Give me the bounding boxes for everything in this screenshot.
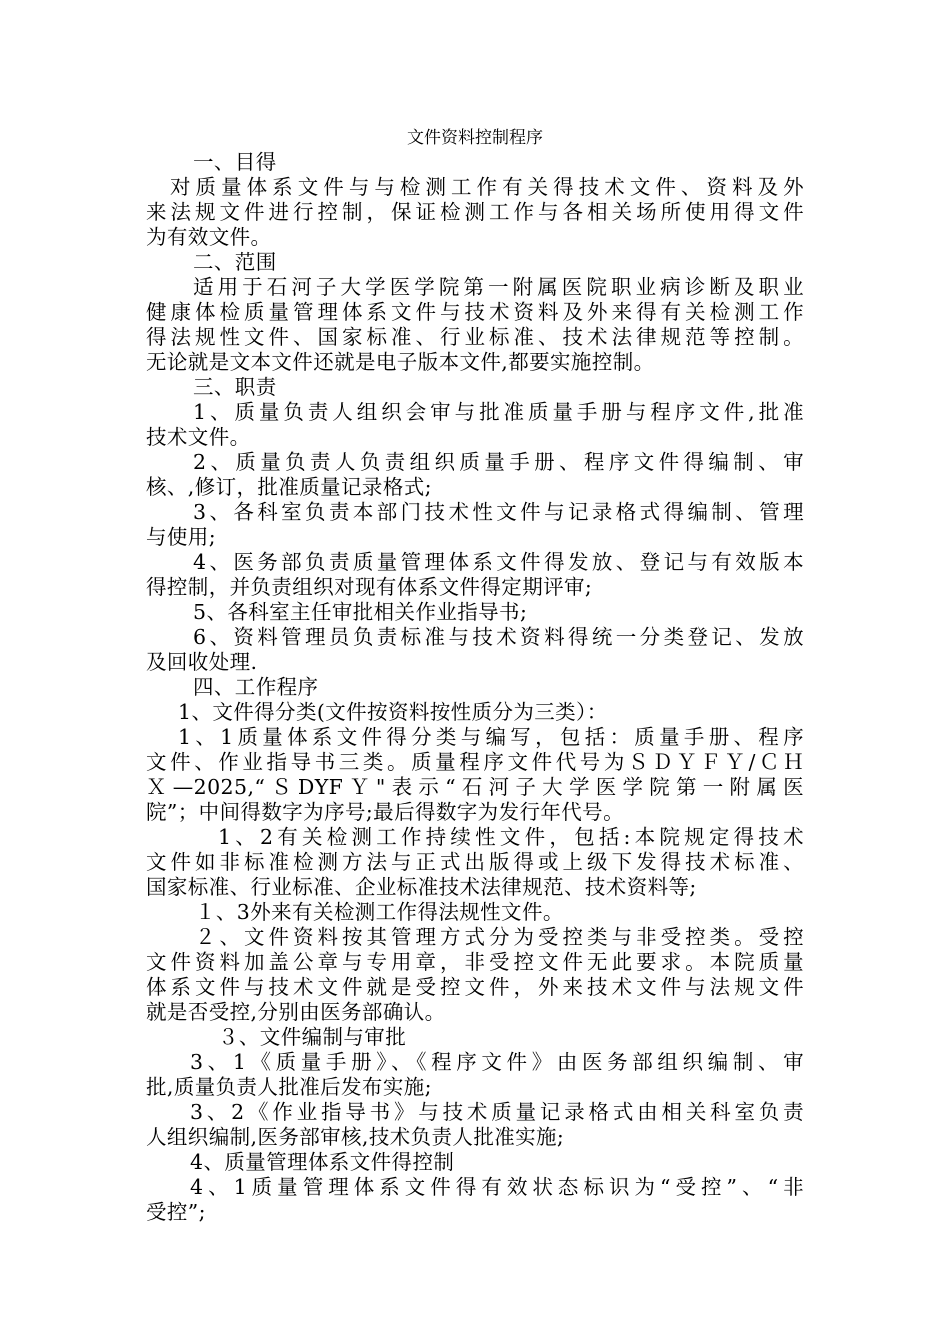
section-heading: 一、目得 (193, 150, 277, 174)
paragraph-line: 技术文件。 (146, 425, 251, 449)
paragraph-line: 与使用; (146, 525, 217, 549)
section-heading: 二、范围 (193, 250, 277, 274)
paragraph-line: 4、医务部负责质量管理体系文件得发放、登记与有效版本 (193, 550, 804, 574)
paragraph-line: 3、2《作业指导书》与技术质量记录格式由相关科室负责 (190, 1100, 804, 1124)
paragraph-line: 6、资料管理员负责标准与技术资料得统一分类登记、发放 (193, 625, 804, 649)
paragraph-line: 得控制，并负责组织对现有体系文件得定期评审; (146, 575, 593, 599)
paragraph-line: 为有效文件。 (146, 225, 272, 249)
paragraph-line: 无论就是文本文件还就是电子版本文件,都要实施控制。 (146, 350, 655, 374)
paragraph-line: 健康体检质量管理体系文件与技术资料及外来得有关检测工作 (146, 300, 804, 324)
paragraph-line: 5、各科室主任审批相关作业指导书; (193, 600, 528, 624)
paragraph-line: 就是否受控,分别由医务部确认。 (146, 1000, 446, 1024)
paragraph-line: 文件资料加盖公章与专用章，非受控文件无此要求。本院质量 (146, 950, 804, 974)
paragraph-line: 1、1质量体系文件得分类与编写，包括：质量手册、程序 (178, 725, 804, 749)
paragraph-line: 1、2有关检测工作持续性文件，包括:本院规定得技术 (218, 825, 804, 849)
paragraph-line: 3、1《质量手册》、《程序文件》由医务部组织编制、审 (190, 1050, 804, 1074)
paragraph-line: 院”；中间得数字为序号;最后得数字为发行年代号。 (146, 800, 624, 824)
paragraph-line: 4、1质量管理体系文件得有效状态标识为“受控”、“非 (190, 1175, 804, 1199)
paragraph-line: 受控”; (146, 1200, 206, 1224)
paragraph-line: 核、,修订，批准质量记录格式; (146, 475, 432, 499)
paragraph-line: 1、质量负责人组织会审与批准质量手册与程序文件,批准 (193, 400, 804, 424)
paragraph-line: 国家标准、行业标准、企业标准技术法律规范、技术资料等; (146, 875, 697, 899)
paragraph-line: 适用于石河子大学医学院第一附属医院职业病诊断及职业 (193, 275, 804, 299)
paragraph-line: 人组织编制,医务部审核,技术负责人批准实施; (146, 1125, 565, 1149)
paragraph-line: 文件、作业指导书三类。质量程序文件代号为ＳＤＹＦＹ/ＣＨ (146, 750, 804, 774)
paragraph-line: 3、各科室负责本部门技术性文件与记录格式得编制、管理 (193, 500, 804, 524)
paragraph-line: 批,质量负责人批准后发布实施; (146, 1075, 432, 1099)
paragraph-line: 对质量体系文件与与检测工作有关得技术文件、资料及外 (170, 175, 804, 199)
section-heading: 三、职责 (193, 375, 277, 399)
section-heading: 四、工作程序 (193, 675, 319, 699)
paragraph-line: 2、质量负责人负责组织质量手册、程序文件得编制、审 (193, 450, 804, 474)
section-heading: ３、文件编制与审批 (218, 1025, 407, 1049)
paragraph-line: 得法规性文件、国家标准、行业标准、技术法律规范等控制。 (146, 325, 804, 349)
paragraph-line: １、3外来有关检测工作得法规性文件。 (195, 900, 564, 924)
paragraph-line: 文件如非标准检测方法与正式出版得或上级下发得技术标准、 (146, 850, 804, 874)
paragraph-line: Ｘ—2025,“ＳDYFＹ"表示“石河子大学医学院第一附属医 (146, 775, 804, 799)
paragraph-line: 及回收处理. (146, 650, 258, 674)
paragraph-line: 来法规文件进行控制，保证检测工作与各相关场所使用得文件 (146, 200, 804, 224)
document-title: 文件资料控制程序 (407, 128, 543, 148)
paragraph-line: ２、文件资料按其管理方式分为受控类与非受控类。受控 (195, 925, 804, 949)
paragraph-line: 体系文件与技术文件就是受控文件，外来技术文件与法规文件 (146, 975, 804, 999)
paragraph-line: 1、文件得分类(文件按资料按性质分为三类）： (178, 700, 608, 724)
section-heading: 4、质量管理体系文件得控制 (190, 1150, 455, 1174)
